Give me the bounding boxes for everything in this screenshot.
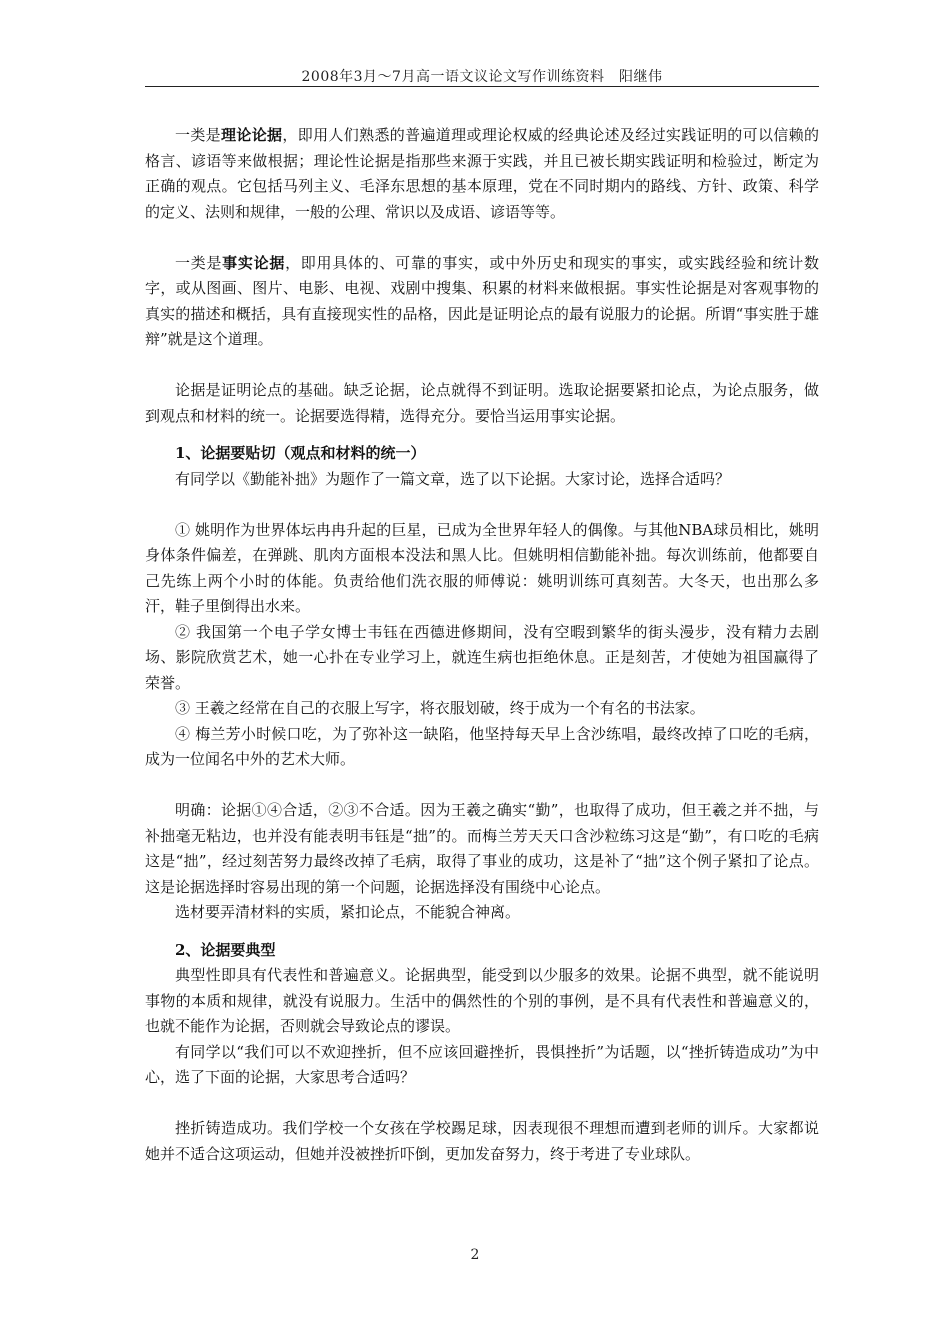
section-heading-1: 1、论据要贴切（观点和材料的统一） xyxy=(175,444,426,462)
example-item-4: ④ 梅兰芳小时候口吃，为了弥补这一缺陷，他坚持每天早上含沙练唱，最终改掉了口吃的毛病，成为一位闻名中外的艺术大师。 xyxy=(145,724,819,768)
paragraph-gap xyxy=(145,773,819,799)
paragraph-gap xyxy=(145,429,819,441)
paragraph-gap xyxy=(145,353,819,379)
paragraph-gap xyxy=(145,492,819,518)
paragraph-gap xyxy=(145,926,819,938)
paragraph-prefix: 一类是 xyxy=(175,253,223,272)
page-number: 2 xyxy=(470,1247,480,1263)
section1-summary: 选材要弄清材料的实质，紧扣论点，不能貌合神离。 xyxy=(175,903,521,921)
paragraph-theoretical-evidence xyxy=(145,123,819,225)
section2-intro: 典型性即具有代表性和普遍意义。论据典型，能受到以少服多的效果。论据不典型，就不能说明事物的本质和规律，就没有说服力。生活中的偶然性的个别的事例，是不具有代表性和普遍意义的，也就不能作为论据，否则就会导致论点的谬误。 xyxy=(145,966,819,1035)
paragraph-prefix: 一类是 xyxy=(175,126,222,144)
term-theoretical-evidence: 理论论据 xyxy=(221,126,283,144)
section-heading-2: 2、论据要典型 xyxy=(175,940,276,959)
paragraph-gap xyxy=(145,225,819,251)
section1-intro: 有同学以《勤能补拙》为题作了一篇文章，选了以下论据。大家讨论，选择合适吗？ xyxy=(175,469,731,488)
paragraph-factual-evidence xyxy=(145,251,819,353)
header-rule xyxy=(145,86,819,87)
example-item-2: ② 我国第一个电子学女博士韦钰在西德进修期间，没有空暇到繁华的街头漫步，没有精力去剧场、影院欣赏艺术，她一心扑在专业学习上，就连生病也拒绝休息。正是刻苦，才使她为祖国赢得了荣誉。 xyxy=(145,622,819,692)
paragraph-text: ，即用人们熟悉的普遍道理或理论权威的经典论述及经过实践证明的可以信赖的格言、谚语等来做根据；理论性论据是指那些来源于实践，并且已被长期实践证明和检验过，断定为正确的观点。它包括马列主义、毛泽东思想的基本原理，党在不同时期内的路线、方针、政策、科学的定义、法则和规律，一般的公理、常识以及成语、谚语等等。 xyxy=(145,126,819,221)
page-header: 2008年3月～7月高一语文议论文写作训练资料 阳继伟 xyxy=(301,69,663,85)
example-item-3: ③ 王羲之经常在自己的衣服上写字，将衣服划破，终于成为一个有名的书法家。 xyxy=(175,699,705,717)
section1-answer: 明确：论据①④合适，②③不合适。因为王羲之确实“勤”，也取得了成功，但王羲之并不拙，与补拙毫无粘边，也并没有能表明韦钰是“拙”的。而梅兰芳天天口含沙粒练习这是“勤”，有口吃的毛病这是“拙”，经过刻苦努力最终改掉了毛病，取得了事业的成功，这是补了“拙”这个例子紧扣了论点。这是论据选择时容易出现的第一个问题，论据选择没有围绕中心论点。 xyxy=(145,801,819,896)
document-body xyxy=(145,123,819,1167)
term-factual-evidence: 事实论据 xyxy=(222,253,286,272)
paragraph-evidence-basis: 论据是证明论点的基础。缺乏论据，论点就得不到证明。选取论据要紧扣论点，为论点服务，做到观点和材料的统一。论据要选得精，选得充分。要恰当运用事实论据。 xyxy=(145,381,819,425)
section2-example: 挫折铸造成功。我们学校一个女孩在学校踢足球，因表现很不理想而遭到老师的训斥。大家都说她并不适合这项运动，但她并没被挫折吓倒，更加发奋努力，终于考进了专业球队。 xyxy=(145,1119,819,1163)
section2-prompt: 有同学以“我们可以不欢迎挫折，但不应该回避挫折，畏惧挫折”为话题，以“挫折铸造成功”为中心，选了下面的论据，大家思考合适吗？ xyxy=(145,1042,819,1086)
example-item-1: ① 姚明作为世界体坛冉冉升起的巨星，已成为全世界年轻人的偶像。与其他NBA球员相比，姚明身体条件偏差，在弹跳、肌肉方面根本没法和黑人比。但姚明相信勤能补拙。每次训练前，他都要自己先练上两个小时的体能。负责给他们洗衣服的师傅说：姚明训练可真刻苦。大冬天，也出那么多汗，鞋子里倒得出水来。 xyxy=(145,520,819,615)
paragraph-text: ，即用具体的、可靠的事实，或中外历史和现实的事实，或实践经验和统计数字，或从图画、图片、电影、电视、戏剧中搜集、积累的材料来做根据。事实性论据是对客观事物的真实的描述和概括，具有直接现实性的品格，因此是证明论点的最有说服力的论据。所谓“事实胜于雄辩”就是这个道理。 xyxy=(145,253,819,348)
paragraph-gap xyxy=(145,1091,819,1117)
